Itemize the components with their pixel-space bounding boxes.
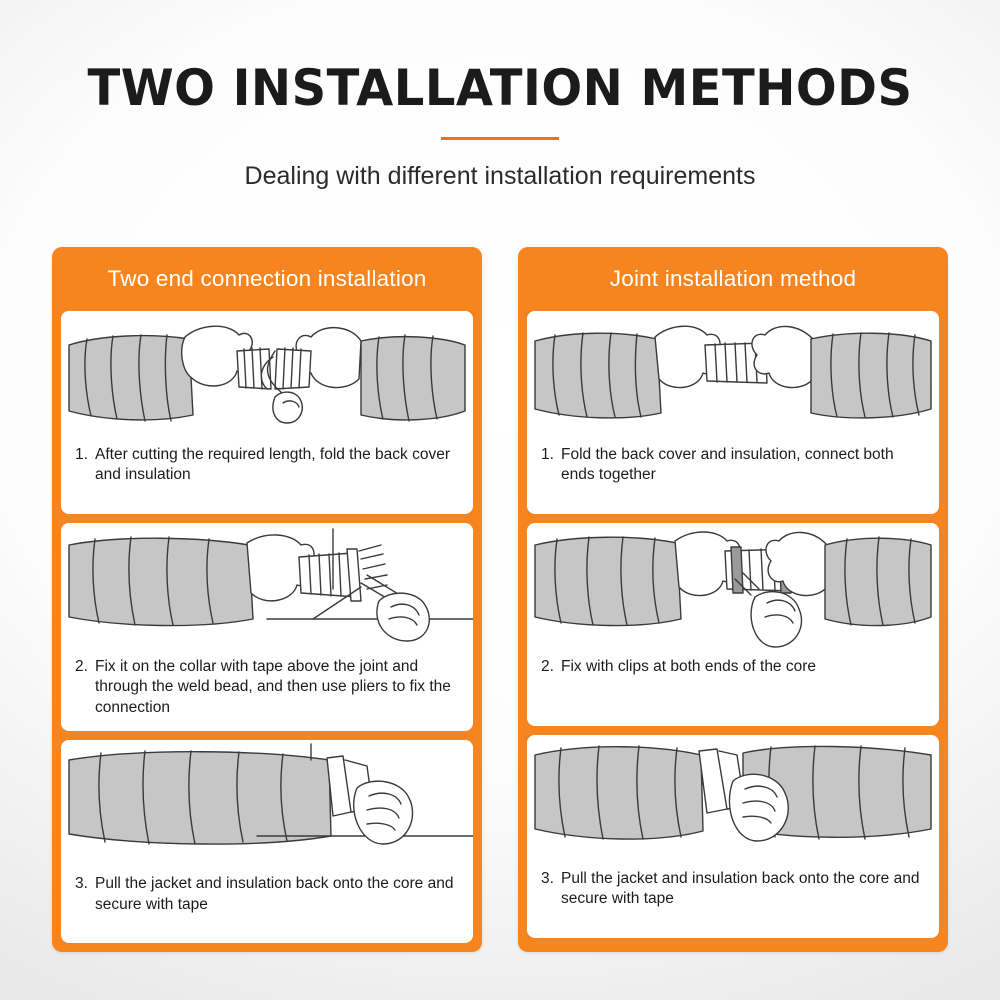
step-card	[527, 735, 939, 938]
duct-clamp-pliers-illustration	[61, 523, 473, 648]
step-card	[527, 311, 939, 514]
step-card	[61, 311, 473, 514]
step-number: 1.	[541, 446, 554, 463]
step-text: Fix it on the collar with tape above the joint and through the weld bead, and then use pliers to fix the connection	[95, 658, 451, 716]
column-heading: Joint installation method	[609, 266, 857, 291]
step-text: Fold the back cover and insulation, connect both ends together	[561, 446, 894, 484]
step-caption	[527, 648, 939, 726]
duct-two-ends-connected-illustration	[527, 311, 939, 436]
page-title: TWO INSTALLATION METHODS	[87, 59, 913, 117]
title-divider	[441, 137, 559, 140]
step-caption	[527, 436, 939, 514]
step-text: Pull the jacket and insulation back onto the core and secure with tape	[95, 875, 454, 913]
page-subtitle: Dealing with different installation requirements	[244, 161, 756, 190]
step-number: 1.	[75, 446, 88, 463]
step-caption	[61, 436, 473, 514]
step-number: 3.	[75, 875, 88, 893]
step-text: After cutting the required length, fold the back cover and insulation	[95, 446, 450, 484]
duct-clips-both-ends-illustration	[527, 523, 939, 648]
step-card	[61, 740, 473, 943]
duct-pull-jacket-tape-illustration-left	[61, 740, 473, 865]
step-number: 3.	[541, 870, 554, 887]
step-caption	[61, 865, 473, 943]
duct-pull-jacket-tape-illustration-right	[527, 735, 939, 860]
step-card	[527, 523, 939, 726]
column-heading: Two end connection installation	[107, 266, 427, 291]
header	[0, 0, 1000, 191]
step-caption	[527, 860, 939, 938]
duct-fold-back-cover-illustration	[61, 311, 473, 436]
methods-columns	[52, 247, 948, 952]
step-number: 2.	[541, 658, 554, 675]
step-text: Pull the jacket and insulation back onto the core and secure with tape	[561, 870, 920, 908]
method-column-two-end-connection	[52, 247, 482, 952]
step-text: Fix with clips at both ends of the core	[561, 658, 817, 675]
step-card	[61, 523, 473, 731]
method-column-joint-installation	[518, 247, 948, 952]
step-number: 2.	[75, 658, 88, 675]
step-caption	[61, 648, 473, 731]
